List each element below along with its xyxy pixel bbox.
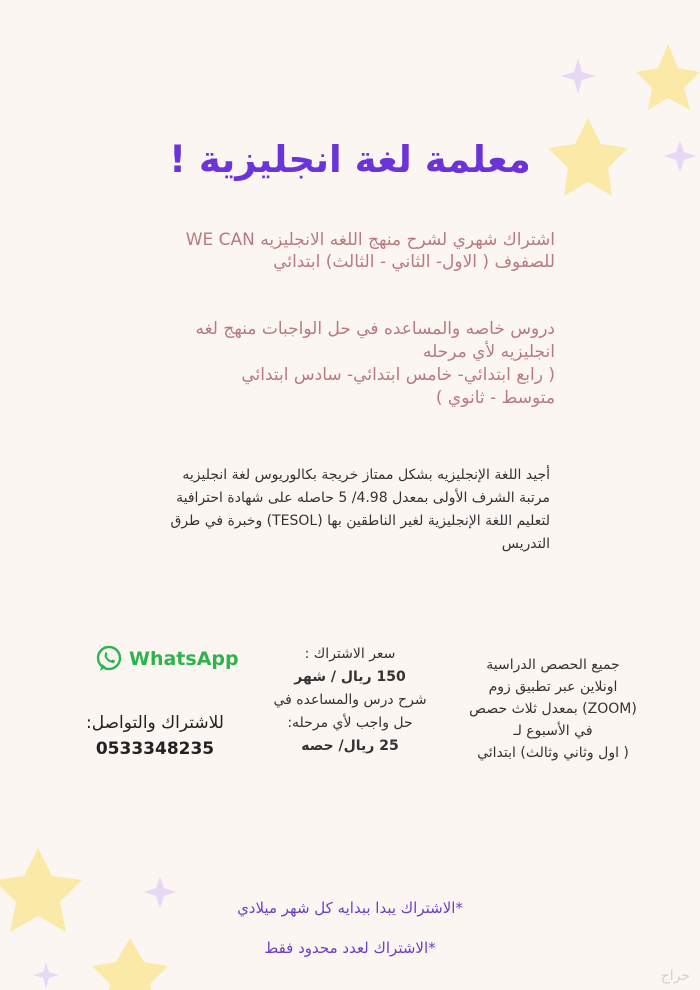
contact-label: للاشتراك والتواصل:	[85, 713, 224, 733]
bio-line: التدريس	[501, 536, 550, 552]
subscription-line: اشتراك شهري لشرح منهج اللغه الانجليزيه WE CAN	[185, 230, 555, 250]
private-lessons-line: متوسط - ثانوي )	[435, 388, 555, 408]
subscription-info	[186, 229, 555, 273]
subscription-line: للصفوف ( الاول- الثاني - الثالث) ابتدائي	[273, 252, 555, 272]
private-lessons-line: ( رابع ابتدائي- خامس ابتدائي- سادس ابتدائي	[241, 365, 555, 385]
whatsapp-label: WhatsApp	[129, 648, 239, 670]
classes-line: ( اول وثاني وثالث) ابتدائي	[477, 745, 629, 761]
price-line: 150 ريال / شهر	[294, 669, 406, 685]
classes-info	[458, 654, 648, 764]
price-line: حل واجب لأي مرحله:	[287, 715, 413, 731]
price-info	[255, 643, 445, 758]
price-line: شرح درس والمساعده في	[273, 692, 427, 708]
whatsapp-link[interactable]	[95, 645, 239, 673]
page-title: معلمة لغة انجليزية !	[169, 138, 531, 181]
price-line: سعر الاشتراك :	[304, 646, 396, 662]
phone-number[interactable]: 0533348235	[95, 739, 215, 759]
bio-line: أجيد اللغة الإنجليزيه بشكل ممتاز خريجة بكالوريوس لغة انجليزيه	[182, 467, 550, 483]
teacher-bio	[171, 464, 550, 556]
bio-line: مرتبة الشرف الأولى بمعدل 4.98/ 5 حاصله على شهادة احترافية	[176, 490, 550, 506]
watermark: حراج	[660, 968, 690, 984]
private-lessons-info	[195, 318, 555, 410]
classes-line: جميع الحصص الدراسية	[486, 657, 620, 673]
price-line: 25 ريال/ حصه	[301, 738, 399, 754]
note-start-month: *الاشتراك يبدا ببدايه كل شهر ميلادي	[237, 899, 463, 917]
note-limited-seats: *الاشتراك لعدد محدود فقط	[264, 939, 436, 957]
classes-line: في الأسبوع لـ	[513, 723, 593, 739]
classes-line: (ZOOM) بمعدل ثلاث حصص	[469, 701, 637, 717]
whatsapp-icon	[95, 645, 123, 673]
private-lessons-line: انجليزيه لأي مرحله	[423, 342, 555, 362]
contact-info	[70, 710, 240, 762]
bio-line: لتعليم اللغة الإنجليزية لغير الناطقين بها (TESOL) وخبرة في طرق	[170, 513, 550, 529]
private-lessons-line: دروس خاصه والمساعده في حل الواجبات منهج لغه	[195, 319, 555, 339]
classes-line: اونلاين عبر تطبيق زوم	[488, 679, 618, 695]
